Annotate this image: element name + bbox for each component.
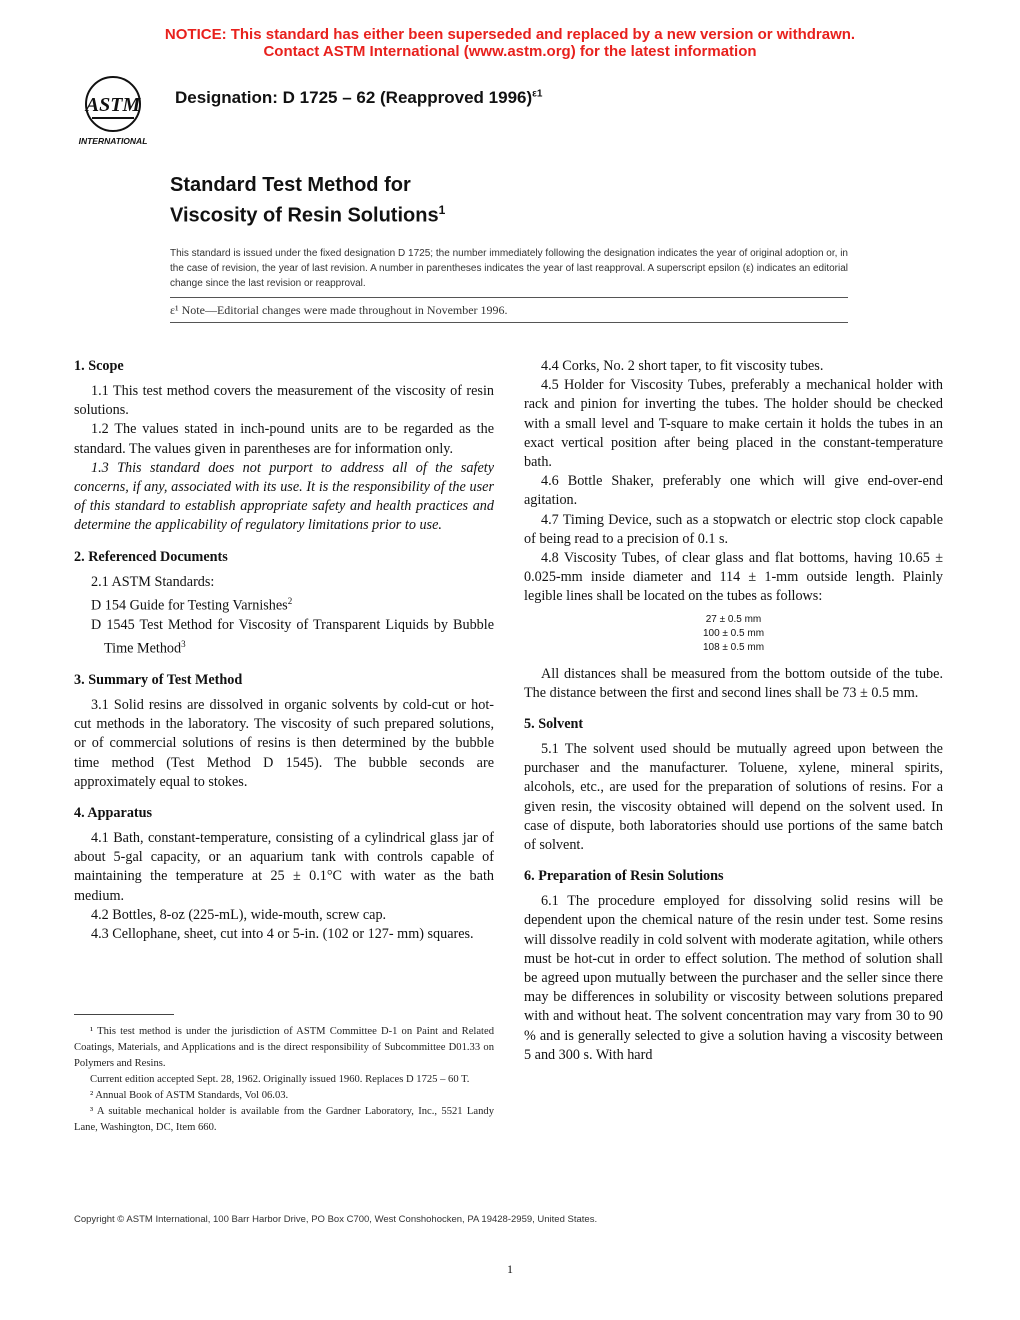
footnotes	[74, 1024, 494, 1136]
designation-epsilon: ε1	[532, 88, 543, 100]
paragraph-3-1: 3.1 Solid resins are dissolved in organic solvents by cold-cut or hot-cut methods in the laboratory. The viscosity of such prepared solutions, or of commercial solutions of resins is then determined by the bubble time method (Test Method D 1545). The bubble seconds are approximately equal to stokes.	[74, 696, 494, 790]
astm-logo-subtext: INTERNATIONAL	[78, 136, 148, 146]
paragraph-4-2: 4.2 Bottles, 8-oz (225-mL), wide-mouth, screw cap.	[91, 906, 387, 923]
paragraph-4-3: 4.3 Cellophane, sheet, cut into 4 or 5-in. (102 or 127- mm) squares.	[91, 925, 474, 942]
page-number: 1	[507, 1262, 513, 1276]
title-line-2: Viscosity of Resin Solutions	[170, 204, 439, 227]
section-heading-apparatus: 4. Apparatus	[74, 804, 153, 821]
paragraph-5-1: 5.1 The solvent used should be mutually agreed upon between the purchaser and the manufacturer. Toluene, xylene, mineral spirits, alcohols, etc., are used for the preparation of solutions of resins. For a given resin, the viscosity obtained will depend on the solvent used. In case of dispute, both laboratories should use portions of the same batch of solvent.	[524, 741, 943, 854]
paragraph-4-5: 4.5 Holder for Viscosity Tubes, preferably a mechanical holder with rack and pinion for inverting the tubes. The holder should be checked with a small level and T-square to make certain it holds the tubes in an exact vertical position after being placed in the constant-temperature bath.	[524, 377, 943, 471]
reference-d1545	[74, 616, 494, 659]
astm-logo	[66, 74, 160, 148]
issued-note: This standard is issued under the fixed designation D 1725; the number immediately following the designation indicates the year of original adoption or, in the case of revision, the year of last revision. A number in parentheses indicates the year of last reapproval. A superscript epsilon (ε) indicates an editorial change since the last revision or reapproval.	[170, 248, 848, 289]
paragraph-1-2: 1.2 The values stated in inch-pound units are to be regarded as the standard. The values given in parentheses are for information only.	[74, 421, 494, 457]
paragraph-4-8: 4.8 Viscosity Tubes, of clear glass and flat bottoms, having 10.65 ± 0.025-mm inside diameter and 114 ± 1-mm outside length. Plainly legible lines shall be located on the tubes as follows:	[524, 550, 943, 605]
footnote-3: ³ A suitable mechanical holder is available from the Gardner Laboratory, Inc., 5521 Landy Lane, Washington, DC, Item 660.	[74, 1106, 494, 1133]
notice-line-2: Contact ASTM International (www.astm.org) for the latest information	[263, 43, 757, 60]
footnote-1-continued: Current edition accepted Sept. 28, 1962. Originally issued 1960. Replaces D 1725 – 60 T.	[90, 1074, 470, 1085]
title-line-1: Standard Test Method for	[170, 174, 411, 196]
footnote-2: ² Annual Book of ASTM Standards, Vol 06.03.	[90, 1090, 289, 1101]
page-title	[170, 173, 445, 229]
paragraph-1-1: 1.1 This test method covers the measurement of the viscosity of resin solutions.	[74, 383, 494, 419]
copyright-line: Copyright © ASTM International, 100 Barr Harbor Drive, PO Box C700, West Conshohocken, PA 19428-2959, United States.	[74, 1214, 598, 1225]
tube-line-measurements	[524, 613, 943, 655]
left-column	[74, 357, 494, 944]
footnote-1: ¹ This test method is under the jurisdiction of ASTM Committee D-1 on Paint and Related Coatings, Materials, and Applications and is the direct responsibility of Subcommittee D01.33 on Polymers and Resins.	[74, 1026, 494, 1069]
editorial-note: ε¹ Note—Editorial changes were made throughout in November 1996.	[170, 303, 508, 317]
section-heading-summary: 3. Summary of Test Method	[74, 671, 243, 688]
measurement-1: 27 ± 0.5 mm	[705, 613, 762, 625]
paragraph-4-7: 4.7 Timing Device, such as a stopwatch or electric stop clock capable of being read to a precision of 0.1 s.	[524, 511, 943, 547]
paragraph-1-3: 1.3 This standard does not purport to address all of the safety concerns, if any, associated with its use. It is the responsibility of the user of this standard to establish appropriate safety and health practices and determine the applicability of regulatory limitations prior to use.	[74, 459, 494, 534]
measurement-2: 100 ± 0.5 mm	[702, 627, 765, 639]
paragraph-2-1: 2.1 ASTM Standards:	[91, 573, 215, 590]
measurement-3: 108 ± 0.5 mm	[702, 641, 765, 653]
superseded-notice	[0, 26, 1020, 60]
section-heading-referenced-documents: 2. Referenced Documents	[74, 548, 228, 565]
paragraph-4-1: 4.1 Bath, constant-temperature, consisting of a cylindrical glass jar of about 5-gal capacity, or an aquarium tank with controls capable of maintaining the temperature at 25 ± 0.1°C with water as the bath medium.	[74, 829, 494, 904]
designation	[175, 88, 542, 108]
divider-bottom	[170, 322, 848, 323]
footnote-divider	[74, 1014, 174, 1015]
paragraph-6-1: 6.1 The procedure employed for dissolving solid resins will be dependent upon the chemical nature of the resin under test. Some resins will dissolve readily in cold solvent with moderate agitation, while others must be hot-cut in order to effect solution. The method of solution shall be agreed upon mutually between the purchaser and the seller since there may be differences in solubility or viscosity between solutions prepared with and without heat. The solvent concentration may vary from 30 to 90 % and is generally selected to give a solution having a viscosity between 5 and 300 s. With hard	[524, 893, 943, 1063]
paragraph-4-4: 4.4 Corks, No. 2 short taper, to fit viscosity tubes.	[541, 358, 824, 374]
paragraph-4-8-continued: All distances shall be measured from the bottom outside of the tube. The distance between the first and second lines shall be 73 ± 0.5 mm.	[524, 665, 943, 701]
right-column	[524, 357, 943, 1065]
reference-d1545-footnote-ref: 3	[181, 638, 186, 649]
reference-d154	[74, 592, 494, 616]
title-footnote-ref: 1	[438, 203, 446, 217]
reference-d154-text: D 154 Guide for Testing Varnishes	[91, 597, 288, 614]
reference-d154-footnote-ref: 2	[287, 595, 293, 606]
astm-logo-text: ASTM	[85, 94, 141, 116]
section-heading-scope: 1. Scope	[74, 358, 124, 374]
section-heading-solvent: 5. Solvent	[524, 716, 584, 733]
divider-top	[170, 297, 848, 298]
notice-line-1: NOTICE: This standard has either been superseded and replaced by a new version or withdrawn.	[164, 26, 856, 43]
designation-text: Designation: D 1725 – 62 (Reapproved 1996)	[175, 88, 533, 107]
reference-d1545-text: D 1545 Test Method for Viscosity of Transparent Liquids by Bubble Time Method	[91, 616, 494, 657]
section-heading-preparation: 6. Preparation of Resin Solutions	[524, 868, 724, 885]
paragraph-4-6: 4.6 Bottle Shaker, preferably one which will give end-over-end agitation.	[524, 473, 943, 509]
